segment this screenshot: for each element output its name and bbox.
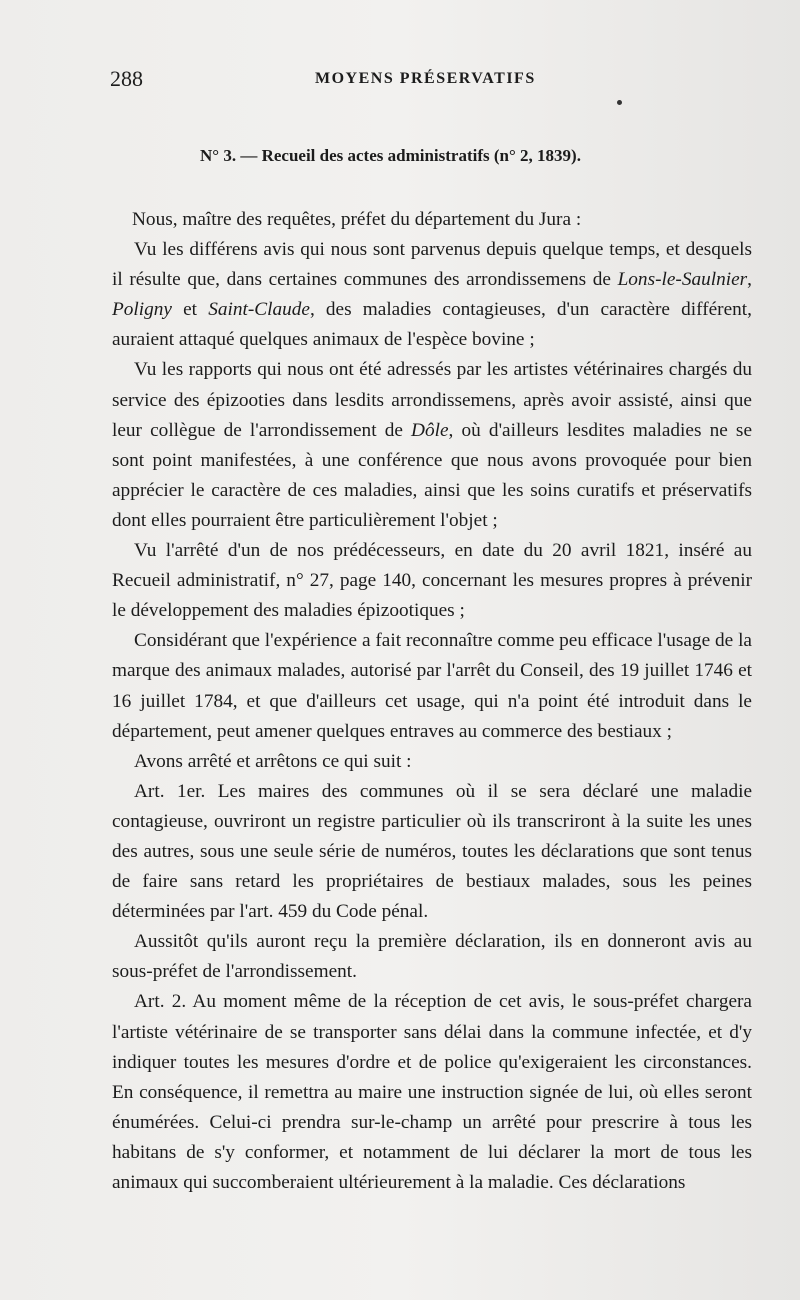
ink-dot	[617, 100, 622, 105]
page-number: 288	[110, 66, 143, 91]
running-title: MOYENS PRÉSERVATIFS	[315, 70, 536, 87]
body-text	[112, 205, 752, 1198]
paragraph-article-1: Art. 1er. Les maires des communes où il se sera déclaré une maladie contagieuse, ouvriront un registre particulier où ils transcriront à la suite les unes des autres, sous une seule série de numéros, toutes les déclarations que sont tenus de faire sans retard les propriétaires de bestiaux malades, sous les peines déterminées par l'art. 459 du Code pénal.	[112, 780, 752, 923]
paragraph-arrete: Vu l'arrêté d'un de nos prédécesseurs, en date du 20 avril 1821, inséré au Recueil administratif, n° 27, page 140, concernant les mesures propres à prévenir le développement des maladies épizootiques ;	[112, 540, 752, 622]
paragraph-avis: Vu les différens avis qui nous sont parvenus depuis quelque temps, et desquels il résulte que, dans certaines communes des arrondissemens de Lons-le-Saulnier, Poligny et Saint-Claude, des maladies contagieuses, d'un caractère différent, auraient attaqué quelques animaux de l'espèce bovine ;	[112, 239, 752, 351]
paragraph-aussitot: Aussitôt qu'ils auront reçu la première déclaration, ils en donneront avis au sous-préfet de l'arrondissement.	[112, 931, 752, 983]
paragraph-article-2: Art. 2. Au moment même de la réception de cet avis, le sous-préfet chargera l'artiste vétérinaire de se transporter sans délai dans la commune infectée, et d'y indiquer toutes les mesures d'ordre et de police qu'exigeraient les circonstances. En conséquence, il remettra au maire une instruction signée de lui, où elles seront énumérées. Celui-ci prendra sur-le-champ un arrêté pour prescrire à tous les habitans de s'y conformer, et notamment de lui déclarer la mort de tous les animaux qui succomberaient ultérieurement à la maladie. Ces déclarations	[112, 991, 752, 1193]
paragraph-considerant: Considérant que l'expérience a fait reconnaître comme peu efficace l'usage de la marque des animaux malades, autorisé par l'arrêt du Conseil, des 19 juillet 1746 et 16 juillet 1784, et que d'ailleurs cet usage, qui n'a point été introduit dans le département, peut amener quelques entraves au commerce des bestiaux ;	[112, 630, 752, 742]
paragraph-intro: Nous, maître des requêtes, préfet du département du Jura :	[132, 209, 582, 230]
paragraph-avons-arrete: Avons arrêté et arrêtons ce qui suit :	[134, 750, 412, 772]
section-heading: N° 3. — Recueil des actes administratifs (n° 2, 1839).	[200, 146, 581, 165]
running-head	[110, 66, 760, 96]
paragraph-rapports: Vu les rapports qui nous ont été adressés par les artistes vétérinaires chargés du service des épizooties dans lesdits arrondissemens, après avoir assisté, ainsi que leur collègue de l'arrondissement de Dôle, où d'ailleurs lesdites maladies ne se sont point manifestées, à une conférence que nous avons provoquée pour bien apprécier le caractère de ces maladies, ainsi que les soins curatifs et préservatifs dont elles pourraient être particulièrement l'objet ;	[112, 359, 752, 531]
